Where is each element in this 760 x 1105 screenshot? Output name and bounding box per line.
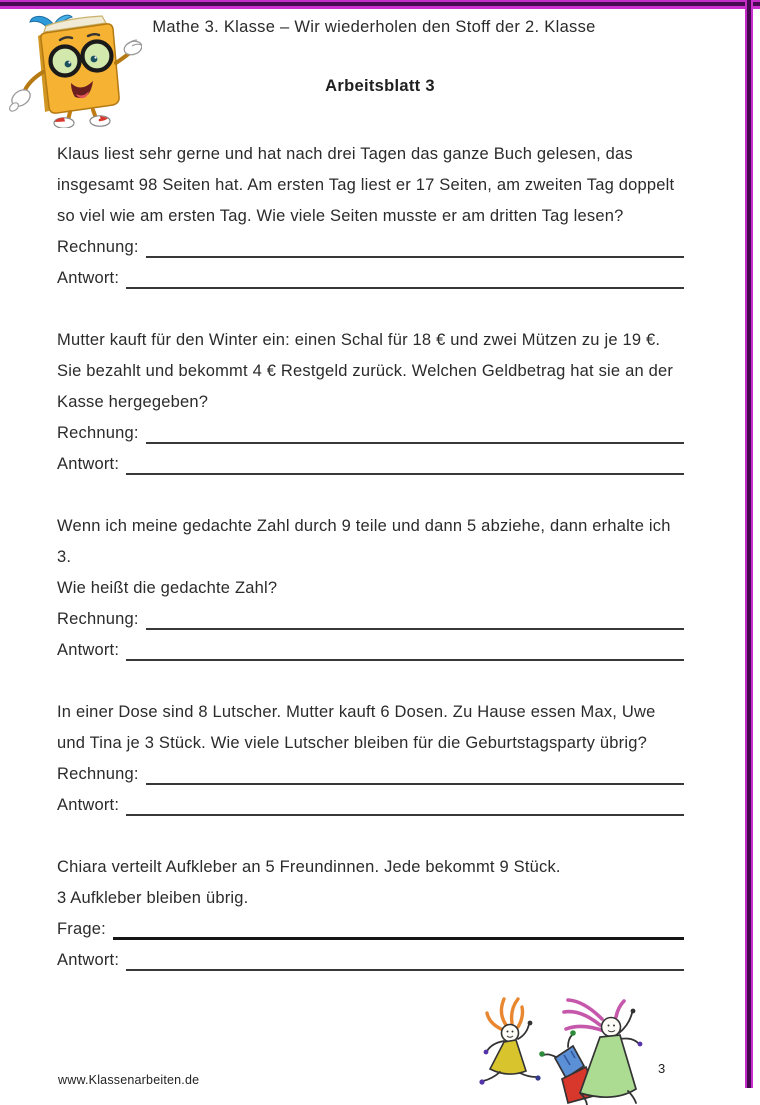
problem-1-text: Klaus liest sehr gerne und hat nach drei Tagen das ganze Buch gelesen, das insgesamt 98 Seiten hat. Am ersten Tag liest er 17 Seiten, am zweiten Tag doppelt so viel wie am ersten Tag. Wie viele Seiten musste er am dritten Tag lesen? [57,145,675,225]
write-in-line [146,256,684,258]
page-number: 3 [658,1061,666,1076]
write-in-line [126,659,684,661]
problem-2-rechnung-field [57,418,684,449]
antwort-label: Antwort: [57,641,120,659]
rechnung-label: Rechnung: [57,424,139,442]
problem-5-text-2: 3 Aufkleber bleiben übrig. [57,889,249,907]
problem-3 [57,511,684,666]
problem-5-frage-field [57,914,684,945]
problem-4-antwort-field [57,790,684,821]
problem-4-rechnung-field [57,759,684,790]
write-in-line [126,969,684,971]
problem-2-antwort-field [57,449,684,480]
frage-label: Frage: [57,920,106,938]
rechnung-label: Rechnung: [57,610,139,628]
problem-3-text: Wenn ich meine gedachte Zahl durch 9 teile und dann 5 abziehe, dann erhalte ich 3. [57,517,671,566]
problem-3-rechnung-field [57,604,684,635]
problem-2-text: Mutter kauft für den Winter ein: einen Schal für 18 € und zwei Mützen zu je 19 €. Sie bezahlt und bekommt 4 € Restgeld zurück. Welchen Geldbetrag hat sie an der Kasse hergegeben? [57,331,674,411]
problem-3-question: Wie heißt die gedachte Zahl? [57,579,278,597]
problem-5-antwort-field [57,945,684,976]
antwort-label: Antwort: [57,269,120,287]
page-top-border [0,0,760,9]
problem-1-antwort-field [57,263,684,294]
write-in-line [146,442,684,444]
problem-5-text: Chiara verteilt Aufkleber an 5 Freundinnen. Jede bekommt 9 Stück. [57,858,561,876]
problem-5 [57,852,684,976]
problem-1 [57,139,684,294]
write-in-line [126,473,684,475]
worksheet-body [57,139,684,1007]
dancing-kids-illustration [476,995,654,1105]
write-in-line [146,628,684,630]
problem-4-text: In einer Dose sind 8 Lutscher. Mutter kauft 6 Dosen. Zu Hause essen Max, Uwe und Tina je 3 Stück. Wie viele Lutscher bleiben für die Geburtstagsparty übrig? [57,703,656,752]
worksheet-title: Arbeitsblatt 3 [325,77,435,95]
problem-4 [57,697,684,821]
write-in-line [126,287,684,289]
antwort-label: Antwort: [57,951,120,969]
write-in-line-bold [113,937,684,940]
write-in-line [146,783,684,785]
rechnung-label: Rechnung: [57,765,139,783]
rechnung-label: Rechnung: [57,238,139,256]
problem-3-antwort-field [57,635,684,666]
problem-2 [57,325,684,480]
write-in-line [126,814,684,816]
page-title: Mathe 3. Klasse – Wir wiederholen den Stoff der 2. Klasse [152,18,596,36]
antwort-label: Antwort: [57,455,120,473]
antwort-label: Antwort: [57,796,120,814]
footer-website: www.Klassenarbeiten.de [58,1073,200,1087]
problem-1-rechnung-field [57,232,684,263]
page-right-border [745,0,753,1088]
